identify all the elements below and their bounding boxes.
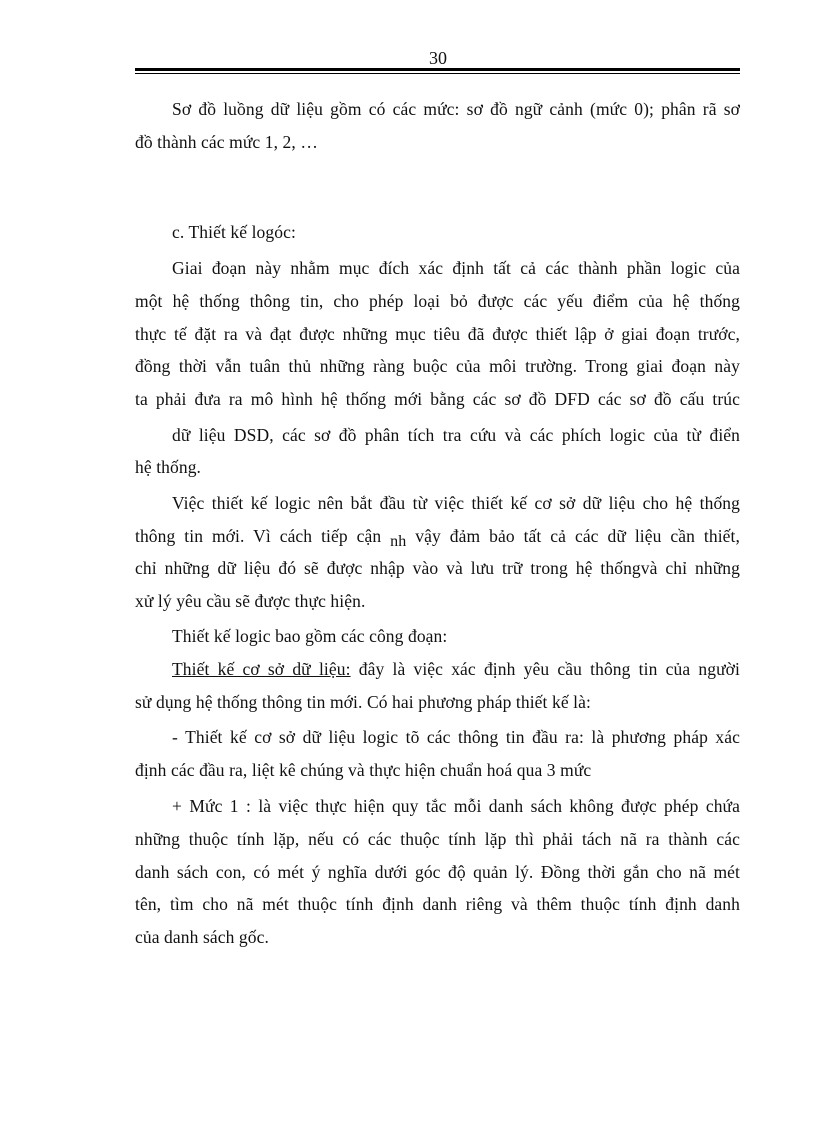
- paragraph-line: - Thiết kế cơ sở dữ liệu logic tõ các thông tin đầu ra: là phương pháp xác: [172, 727, 740, 747]
- paragraph-line: xử lý yêu cầu sẽ được thực hiện.: [135, 591, 366, 611]
- line-segment: đây là việc xác định yêu cầu thông tin của người: [358, 659, 740, 679]
- line-segment: vậy đảm bảo tất cả các dữ liệu cần thiết,: [415, 526, 740, 546]
- section-heading: c. Thiết kế logóc:: [172, 222, 296, 242]
- paragraph-line: dữ liệu DSD, các sơ đồ phân tích tra cứu và các phích logic của từ điển: [172, 425, 740, 445]
- paragraph-line: [135, 525, 740, 549]
- paragraph-line: danh sách con, có mét ý nghĩa dưới góc độ quản lý. Đồng thời gắn cho nã mét: [135, 862, 740, 882]
- paragraph-line: thực tế đặt ra và đạt được những mục tiêu đã được thiết lập ở giai đoạn trước,: [135, 324, 740, 344]
- paragraph-line: chỉ những dữ liệu đó sẽ được nhập vào và lưu trữ trong hệ thốngvà chỉ những: [135, 558, 740, 578]
- paragraph-line: đồng thời vẫn tuân thủ những ràng buộc của môi trường. Trong giai đoạn này: [135, 356, 740, 376]
- paragraph-line: tên, tìm cho nã mét thuộc tính định danh riêng và thêm thuộc tính định danh: [135, 894, 740, 914]
- header-rule-thick: [135, 68, 740, 71]
- paragraph-line: Việc thiết kế logic nên bắt đầu từ việc thiết kế cơ sở dữ liệu cho hệ thống: [172, 493, 740, 513]
- paragraph-line: định các đầu ra, liệt kê chúng và thực hiện chuẩn hoá qua 3 mức: [135, 760, 592, 780]
- line-segment-lowered: nh: [390, 533, 407, 550]
- paragraph-line: sử dụng hệ thống thông tin mới. Có hai phương pháp thiết kế là:: [135, 692, 591, 712]
- paragraph-line: Giai đoạn này nhằm mục đích xác định tất cả các thành phần logic của: [172, 258, 740, 278]
- page-number: 30: [429, 48, 447, 68]
- paragraph-line: Thiết kế logic bao gồm các công đoạn:: [172, 626, 448, 646]
- paragraph-line: đồ thành các mức 1, 2, …: [135, 132, 318, 152]
- underlined-term: Thiết kế cơ sở dữ liệu:: [172, 659, 351, 679]
- paragraph-line: những thuộc tính lặp, nếu có các thuộc tính lặp thì phải tách nã ra thành các: [135, 829, 740, 849]
- paragraph-line: Sơ đồ luồng dữ liệu gồm có các mức: sơ đồ ngữ cảnh (mức 0); phân rã sơ: [172, 99, 740, 119]
- line-segment: thông tin mới. Vì cách tiếp cận: [135, 526, 382, 546]
- paragraph-line: + Mức 1 : là việc thực hiện quy tắc mỗi danh sách không được phép chứa: [172, 796, 740, 816]
- paragraph-line: ta phải đưa ra mô hình hệ thống mới bằng các sơ đồ DFD các sơ đồ cấu trúc: [135, 389, 740, 409]
- paragraph-line: hệ thống.: [135, 457, 202, 477]
- paragraph-line: [135, 658, 740, 680]
- paragraph-line: một hệ thống thông tin, cho phép loại bỏ được các yếu điểm của hệ thống: [135, 291, 740, 311]
- header-rule-thin: [135, 73, 740, 74]
- paragraph-line: của danh sách gốc.: [135, 927, 269, 947]
